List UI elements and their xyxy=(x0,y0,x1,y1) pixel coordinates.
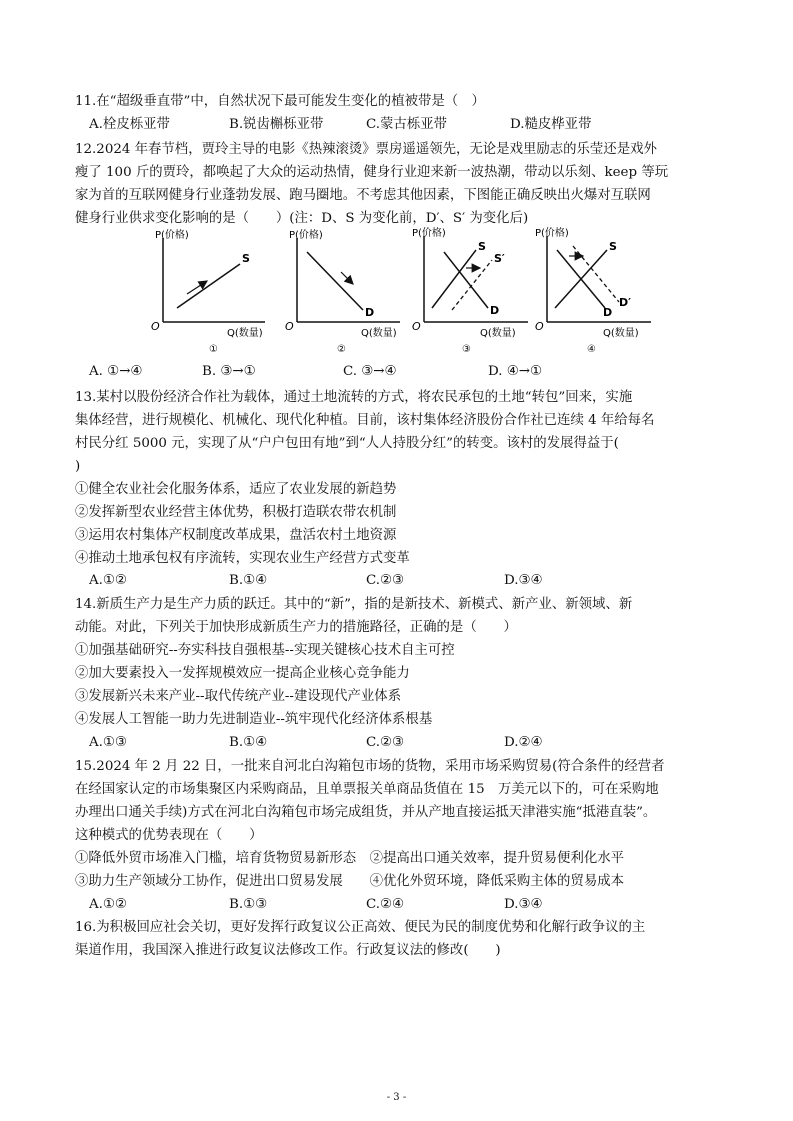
curve-label-s: S xyxy=(609,240,617,253)
demand-curve-d xyxy=(557,250,605,308)
q14-statement-3: ③发展新兴未来产业--取代传统产业--建设现代产业体系 xyxy=(75,689,402,704)
q12-option-d: D. ④→① xyxy=(488,364,543,379)
origin-label: O xyxy=(412,320,421,333)
graph-number: ③ xyxy=(462,344,471,355)
origin-label: O xyxy=(151,320,160,333)
curve-label-s: S xyxy=(242,252,250,265)
graph-2 xyxy=(285,226,405,360)
origin-label: O xyxy=(535,320,544,333)
q13-option-c: C.②③ xyxy=(366,573,405,588)
demand-curve-d xyxy=(307,252,363,310)
graph-number: ② xyxy=(337,344,346,355)
shift-arrow xyxy=(187,281,207,294)
q14-statement-4: ④发展人工智能一助力先进制造业--筑牢现代化经济体系根基 xyxy=(75,712,433,727)
q14-statement-1: ①加强基础研究--夯实科技自强根基--实现关键核心技术自主可控 xyxy=(75,643,455,658)
q14-statement-2: ②加大要素投入一发挥规模效应一提高企业核心竞争能力 xyxy=(75,666,410,681)
graph-number: ④ xyxy=(587,344,596,355)
q14-option-c: C.②③ xyxy=(366,735,405,750)
q13-option-b: B.①④ xyxy=(229,573,268,588)
q15-option-c: C.②④ xyxy=(366,897,405,912)
q12-line-2: 瘦了 100 斤的贾玲，都唤起了大众的运动热情，健身行业迎来新一波热潮，带动以乐刻、keep 等玩 xyxy=(75,165,669,180)
q14-option-a: A.①③ xyxy=(89,735,127,750)
q13-statement-3: ③运用农村集体产权制度改革成果，盘活农村土地资源 xyxy=(75,528,397,543)
graph-4 xyxy=(535,226,655,360)
curve-label-d: D xyxy=(490,304,500,317)
q15-line-3: 办理出口通关手续)方式在河北白沟箱包市场完成组货，并从产地直接运抵天津港实施“抵港直装”。 xyxy=(75,805,657,820)
q15-option-a: A.①② xyxy=(89,897,127,912)
supply-curve-s xyxy=(432,250,476,308)
q14-line-1: 14.新质生产力是生产力质的跃迁。其中的“新”，指的是新技术、新模式、新产业、新领域、新 xyxy=(75,597,633,612)
q11-option-a: A.栓皮栎亚带 xyxy=(89,117,170,132)
q13-option-d: D.③④ xyxy=(504,573,543,588)
q12-line-1: 12.2024 年春节档，贾玲主导的电影《热辣滚烫》票房遥遥领先，无论是戏里励志的乐莹还是戏外 xyxy=(75,142,657,157)
x-axis-label: Q(数量) xyxy=(227,328,263,339)
page-number: - 3 - xyxy=(386,1092,407,1103)
q11-option-c: C.蒙古栎亚带 xyxy=(366,117,447,132)
q16-line-1: 16.为积极回应社会关切，更好发挥行政复议公正高效、便民为民的制度优势和化解行政争议的主 xyxy=(75,920,646,935)
q13-line-2: 集体经营，进行规模化、机械化、现代化种植。目前，该村集体经济股份合作社已连续 4 年给每名 xyxy=(75,413,655,428)
q15-option-b: B.①③ xyxy=(229,897,268,912)
q11-stem: 11.在“超级垂直带”中，自然状况下最可能发生变化的植被带是（ ） xyxy=(75,94,485,109)
q13-statement-4: ④推动土地承包权有序流转，实现农业生产经营方式变革 xyxy=(75,551,410,566)
q13-line-4: ) xyxy=(75,459,81,474)
graph-number: ① xyxy=(209,344,218,355)
supply-curve-s xyxy=(177,264,240,308)
y-axis-label: P(价格) xyxy=(155,230,189,241)
q11-option-b: B.锐齿槲栎亚带 xyxy=(229,117,324,132)
y-axis-label: P(价格) xyxy=(535,228,569,239)
curve-label-s: S xyxy=(478,240,486,253)
graph-3 xyxy=(412,226,532,360)
y-axis-label: P(价格) xyxy=(289,230,323,241)
q15-line-4: 这种模式的优势表现在（ ） xyxy=(75,828,263,843)
q16-line-2: 渠道作用，我国深入推进行政复议法修改工作。行政复议法的修改( ) xyxy=(75,943,501,958)
q11-option-d: D.糙皮桦亚带 xyxy=(510,117,592,132)
q13-statement-2: ②发挥新型农业经营主体优势，积极打造联农带农机制 xyxy=(75,505,397,520)
x-axis-label: Q(数量) xyxy=(480,328,516,339)
q14-option-b: B.①④ xyxy=(229,735,268,750)
q12-option-a: A. ①→④ xyxy=(89,364,143,379)
q13-statement-1: ①健全农业社会化服务体系，适应了农业发展的新趋势 xyxy=(75,482,397,497)
q15-line-1: 15.2024 年 2 月 22 日，一批来自河北白沟箱包市场的货物，采用市场采购贸易(符合条件的经营者 xyxy=(75,759,665,774)
q15-line-2: 在经国家认定的市场集聚区内采购商品，且单票报关单商品货值在 15 万美元以下的，可在采购地 xyxy=(75,782,659,797)
q13-line-3: 村民分红 5000 元，实现了从“户户包田有地”到“人人持股分红”的转变。该村的发展得益于( xyxy=(75,436,619,451)
q14-line-2: 动能。对此，下列关于加快形成新质生产力的措施路径，正确的是（ ） xyxy=(75,620,517,635)
shift-arrow xyxy=(341,272,353,284)
curve-label-d-prime: D′ xyxy=(619,296,632,309)
demand-curve-d xyxy=(444,252,488,308)
q12-option-c: C. ③→④ xyxy=(343,364,397,379)
curve-label-d: D xyxy=(603,306,613,319)
demand-curve-d-prime xyxy=(573,246,619,302)
q12-line-4: 健身行业供求变化影响的是（ ）(注：D、S 为变化前，D′、S′ 为变化后) xyxy=(75,211,529,226)
graph-1 xyxy=(145,226,270,360)
x-axis-label: Q(数量) xyxy=(603,328,639,339)
q12-option-b: B. ③→① xyxy=(202,364,256,379)
q14-option-d: D.②④ xyxy=(504,735,543,750)
curve-label-s-prime: S′ xyxy=(494,252,505,265)
q13-option-a: A.①② xyxy=(89,573,127,588)
q15-statements-3-4: ③助力生产领域分工协作，促进出口贸易发展 ④优化外贸环境，降低采购主体的贸易成本 xyxy=(75,874,625,889)
y-axis-label: P(价格) xyxy=(412,228,446,239)
x-axis-label: Q(数量) xyxy=(361,328,397,339)
origin-label: O xyxy=(285,320,294,333)
q13-line-1: 13.某村以股份经济合作社为载体，通过土地流转的方式，将农民承包的土地“转包”回来，实施 xyxy=(75,390,633,405)
q15-statements-1-2: ①降低外贸市场准入门槛，培育货物贸易新形态 ②提高出口通关效率，提升贸易便利化水平 xyxy=(75,851,625,866)
q15-option-d: D.③④ xyxy=(504,897,543,912)
curve-label-d: D xyxy=(365,306,375,319)
q12-line-3: 家为首的互联网健身行业蓬勃发展、跑马圈地。不考虑其他因素，下图能正确反映出火爆对互联网 xyxy=(75,188,651,203)
